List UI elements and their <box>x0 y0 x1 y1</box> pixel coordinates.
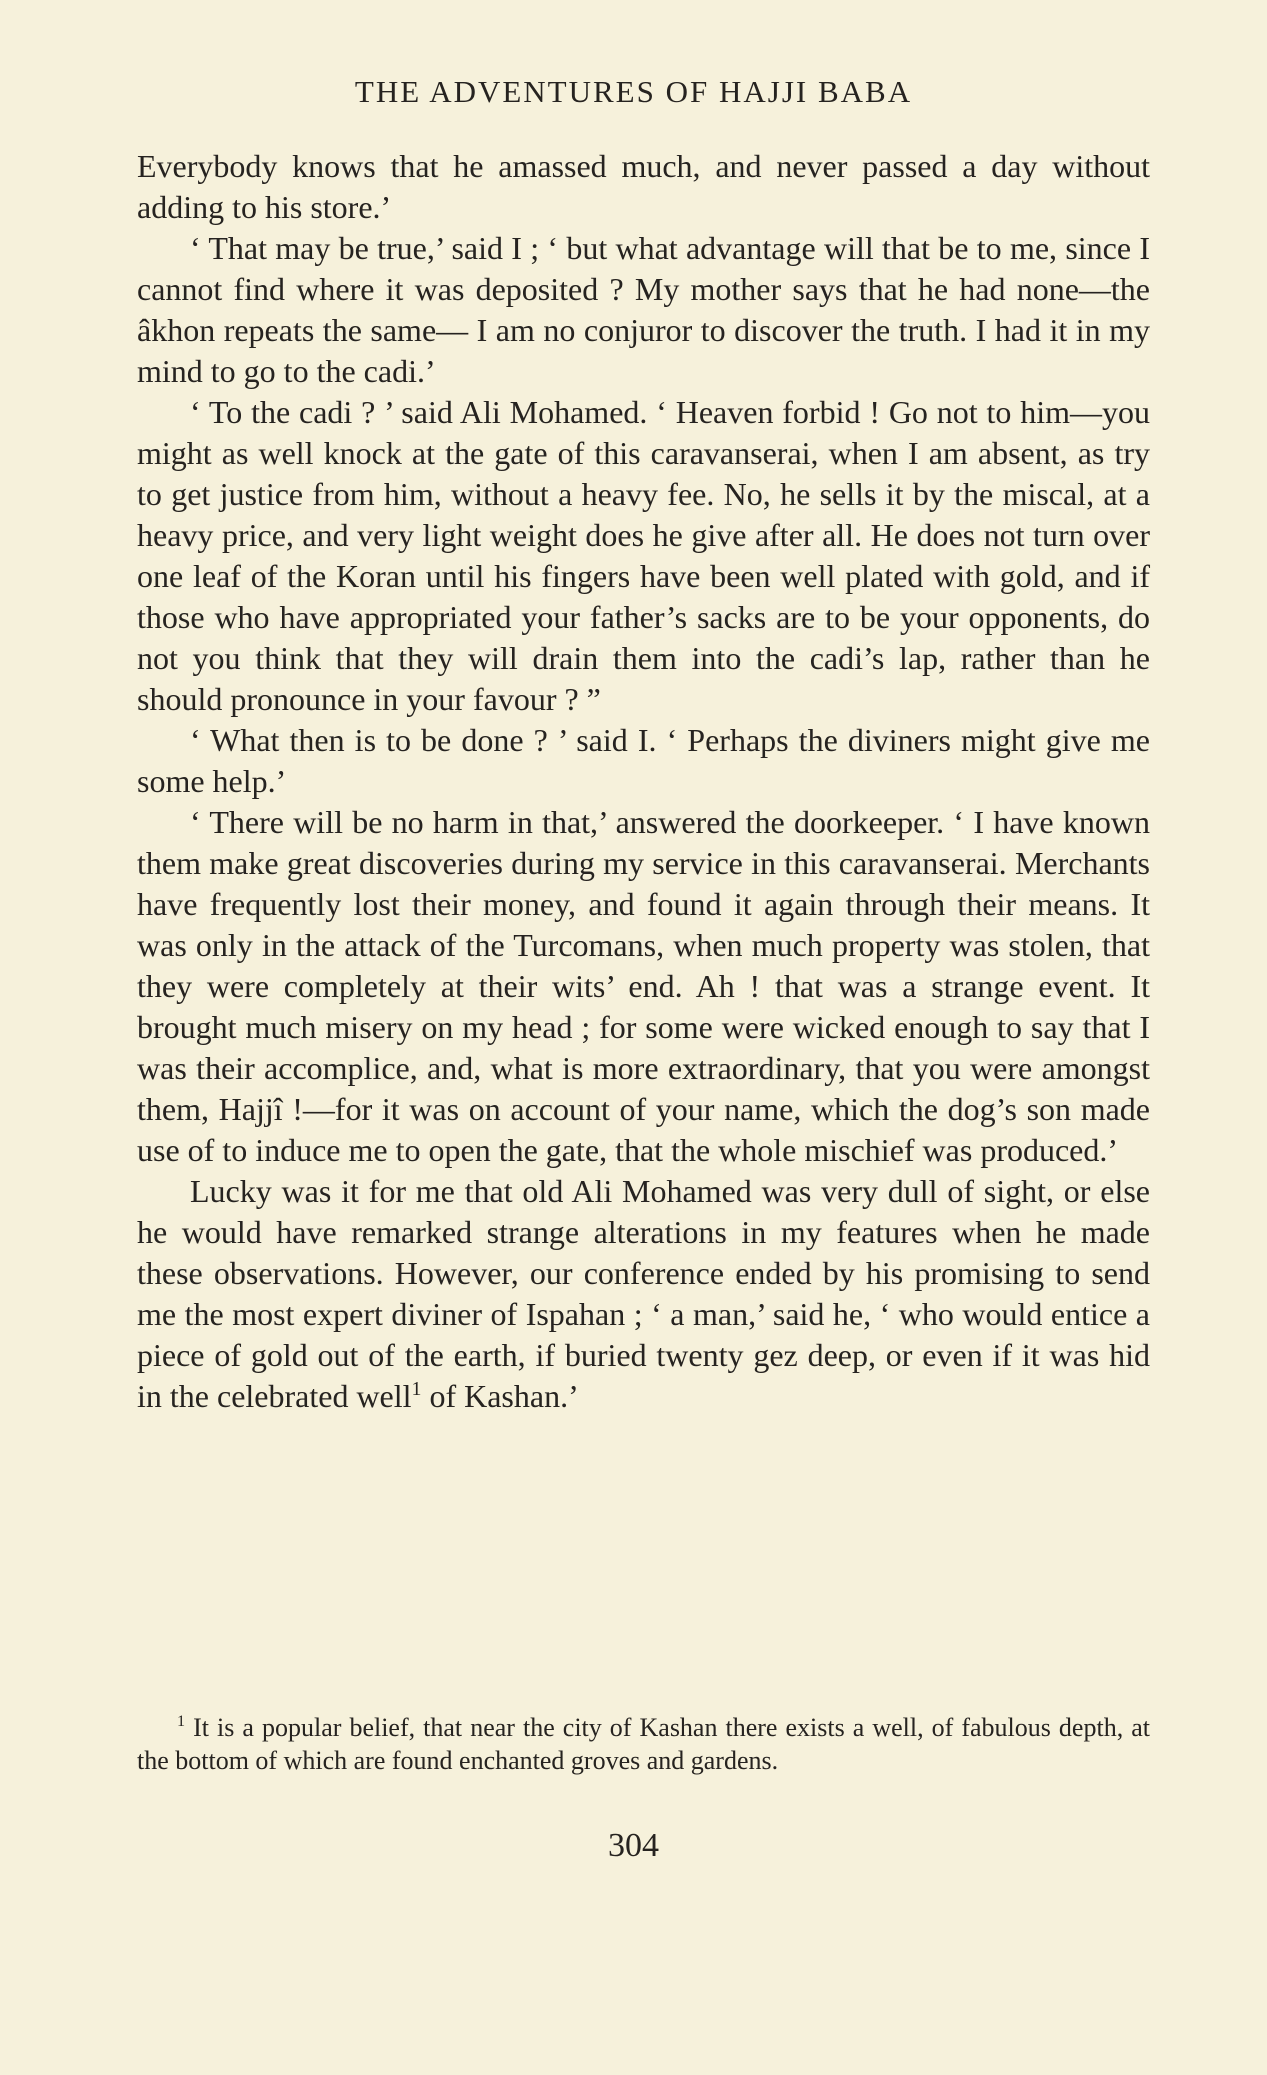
paragraph-text: of Kashan.’ <box>421 1378 579 1414</box>
paragraph: Everybody knows that he amassed much, and never passed a day without adding to his store.’ <box>137 148 1150 225</box>
footnote <box>137 1711 1150 1777</box>
paragraph: ‘ There will be no harm in that,’ answered the doorkeeper. ‘ I have known them make great discoveries during my service in this caravanserai. Merchants have frequently lost their money, and found it again through their means. It was only in the attack of the Turcomans, when much property was stolen, that they were completely at their wits’ end. Ah ! that was a strange event. It brought much misery on my head ; for some were wicked enough to say that I was their accomplice, and, what is more extraordinary, that you were amongst them, Hajjî !—for it was on account of your name, which the dog’s son made use of to induce me to open the gate, that the whole mischief was produced.’ <box>137 804 1150 1168</box>
footnote-text: It is a popular belief, that near the city of Kashan there exists a well, of fabulous depth, at the bottom of which are found enchanted groves and gardens. <box>137 1713 1151 1775</box>
page-number: 304 <box>608 1827 659 1864</box>
paragraph: ‘ To the cadi ? ’ said Ali Mohamed. ‘ Heaven forbid ! Go not to him—you might as well knock at the gate of this caravanserai, when I am absent, as try to get justice from him, without a heavy fee. No, he sells it by the miscal, at a heavy price, and very light weight does he give after all. He does not turn over one leaf of the Koran until his fingers have been well plated with gold, and if those who have appropriated your father’s sacks are to be your opponents, do not you think that they will drain them into the cadi’s lap, rather than he should pronounce in your favour ? ” <box>137 394 1150 717</box>
footnote-marker: 1 <box>177 1713 186 1731</box>
running-head: THE ADVENTURES OF HAJJI BABA <box>354 74 913 109</box>
paragraph <box>137 1171 1150 1417</box>
paragraph: ‘ What then is to be done ? ’ said I. ‘ Perhaps the diviners might give me some help.’ <box>137 722 1150 799</box>
paragraph: ‘ That may be true,’ said I ; ‘ but what advantage will that be to me, since I cannot find where it was deposited ? My mother says that he had none—the âkhon repeats the same— I am no conjuror to discover the truth. I had it in my mind to go to the cadi.’ <box>137 230 1150 389</box>
paragraph-text: Lucky was it for me that old Ali Mohamed was very dull of sight, or else he would have remarked strange alterations in my features when he made these observations. However, our conference ended by his promising to send me the most expert diviner of Ispahan ; ‘ a man,’ said he, ‘ who would entice a piece of gold out of the earth, if buried twenty gez deep, or even if it was hid in the celebrated well <box>137 1173 1150 1414</box>
footnote-reference[interactable]: 1 <box>411 1378 422 1401</box>
body-text <box>137 146 1150 1417</box>
